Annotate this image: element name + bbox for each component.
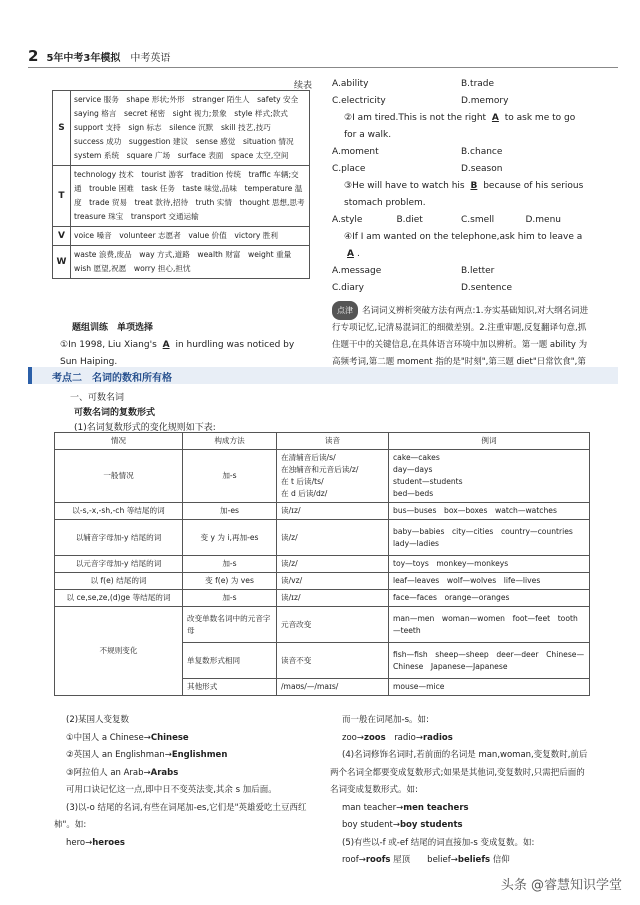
text-line: 可用口诀记忆这一点,即中日不变英法变,其余 s 加后面。 <box>66 785 277 795</box>
method-cell: 变 f(e) 为 ves <box>183 573 277 590</box>
text-fragment: ①中国人 a Chinese→ <box>66 732 151 743</box>
text-fragment: radios <box>422 732 453 743</box>
letter-cell: T <box>53 166 71 227</box>
sound-cell: /maʊs/—/maɪs/ <box>277 679 389 696</box>
table-header-row <box>55 433 590 450</box>
question-text: ①In 1998, Liu Xiang's <box>60 340 160 350</box>
method-cell: 改变单数名词中的元音字母 <box>183 607 277 643</box>
sound-cell: 元音改变 <box>277 607 389 643</box>
section-subheading: 可数名词的复数形式 <box>74 408 156 418</box>
answer: A <box>347 249 354 259</box>
question-1 <box>52 337 310 371</box>
question-3 <box>332 178 590 212</box>
example-cell: man—men woman—women foot—feet tooth—teeth <box>389 607 590 643</box>
question-2 <box>332 110 590 144</box>
case-cell: 不规则变化 <box>55 607 183 696</box>
text-line <box>54 730 316 748</box>
table-row <box>55 556 590 573</box>
option: D.season <box>461 164 503 174</box>
text-fragment: beliefs <box>457 855 491 865</box>
example-line: cake—cakes <box>393 453 440 462</box>
example-line: bed—beds <box>393 489 434 498</box>
key-point-title: 考点二 名词的数和所有格 <box>52 373 172 384</box>
letter-cell: W <box>53 246 71 279</box>
options-q3 <box>332 212 590 229</box>
text-line <box>54 747 316 765</box>
text-line <box>330 800 592 818</box>
exercise-heading: 题组训练 单项选择 <box>72 323 154 333</box>
table-row <box>53 91 310 166</box>
option: D.memory <box>461 96 509 106</box>
case-cell: 以元音字母加-y 结尾的词 <box>55 556 183 573</box>
question-text: in hurdling was noticed by Sun Haiping. <box>60 340 295 367</box>
page-header <box>28 48 618 64</box>
continued-label: 续表 <box>293 81 312 91</box>
sound-cell: 读/ɪz/ <box>277 503 389 520</box>
text-fragment: Chinese <box>150 732 189 743</box>
text-fragment: ③阿拉伯人 an Arab→ <box>66 767 151 778</box>
example-cell: bus—buses box—boxes watch—watches <box>389 503 590 520</box>
text-line: (5)有些以-f 或-ef 结尾的词直接加-s 变成复数。如: <box>342 837 535 848</box>
exercise-left <box>52 320 310 371</box>
option: A.message <box>332 266 382 276</box>
sound-line: 在浊辅音和元音后读/z/ <box>281 465 359 474</box>
vocab-cell: waste 浪费,废品 way 方式,道路 wealth 财富 weight 重量 wish 愿望,祝愿 worry 担心,担忧 <box>71 246 310 279</box>
method-cell: 其他形式 <box>183 679 277 696</box>
case-cell: 以辅音字母加-y 结尾的词 <box>55 520 183 556</box>
table-row <box>55 607 590 643</box>
option: A.moment <box>332 147 379 157</box>
text-fragment: radio→ <box>385 732 423 743</box>
method-cell: 加-s <box>183 450 277 503</box>
example-cell: face—faces orange—oranges <box>389 590 590 607</box>
exercise-right <box>332 76 590 388</box>
text-line <box>330 817 592 835</box>
text-line <box>54 765 316 783</box>
case-cell: 以 ce,se,ze,(d)ge 等结尾的词 <box>55 590 183 607</box>
answer: B <box>470 181 478 191</box>
tip-text: 名词词义辨析突破方法有两点:1.夯实基础知识,对大纲名词进行专项记忆,记清易混词汇的细微差别。2.注重审题,反复翻译句意,抓住题干中的关键信息,在具体语言环境中加以辨析。第一题 ability 为高频考词,第二题 moment 指的是"时刻",第三题 diet"日常饮食",第 <box>332 306 589 367</box>
text-fragment: 信仰 <box>490 855 510 865</box>
option: D.sentence <box>461 283 512 293</box>
method-cell: 加-s <box>183 590 277 607</box>
answer: A <box>162 340 170 350</box>
options-q1 <box>332 76 590 110</box>
table-row <box>55 503 590 520</box>
text-fragment: man teacher→ <box>342 802 404 813</box>
example-line: student—students <box>393 477 463 486</box>
question-4 <box>332 229 590 263</box>
bottom-right-column <box>330 712 592 870</box>
letter-cell: S <box>53 91 71 166</box>
sound-line: 在 t 后读/ts/ <box>281 477 324 486</box>
letter-cell: V <box>53 227 71 246</box>
section-note: (1)名词复数形式的变化规则如下表: <box>74 423 216 433</box>
section-heading: 一、可数名词 <box>70 393 125 403</box>
method-cell: 变 y 为 i,再加-es <box>183 520 277 556</box>
sound-cell: 读/vz/ <box>277 573 389 590</box>
text-line <box>330 852 592 870</box>
page-number: 2 <box>28 47 39 65</box>
text-fragment: heroes <box>92 837 125 848</box>
text-fragment: roof→ <box>342 855 366 865</box>
option: A.style <box>332 215 363 225</box>
case-cell: 一般情况 <box>55 450 183 503</box>
case-cell: 以 f(e) 结尾的词 <box>55 573 183 590</box>
option: B.diet <box>396 215 423 225</box>
text-line: (2)某国人变复数 <box>66 715 130 725</box>
plural-rules-table <box>54 432 590 696</box>
option: D.menu <box>525 215 562 225</box>
text-fragment: zoos <box>364 732 386 743</box>
tip-badge: 点津 <box>332 301 358 320</box>
example-cell: leaf—leaves wolf—wolves life—lives <box>389 573 590 590</box>
table-row <box>55 450 590 503</box>
table-row <box>55 573 590 590</box>
option: B.chance <box>461 147 503 157</box>
sound-line: 在 d 后读/dz/ <box>281 489 328 498</box>
method-cell: 加-s <box>183 556 277 573</box>
sound-cell <box>277 450 389 503</box>
text-line: (4)名词修饰名词时,若前面的名词是 man,woman,变复数时,前后两个名词全都要变成复数形式;如果是其他词,变复数时,只需把后面的名词变成复数形式。如: <box>330 750 588 795</box>
answer: A <box>491 113 499 123</box>
table-row <box>55 590 590 607</box>
example-cell: toy—toys monkey—monkeys <box>389 556 590 573</box>
case-cell: 以-s,-x,-sh,-ch 等结尾的词 <box>55 503 183 520</box>
col-header: 构成方法 <box>183 433 277 450</box>
vocab-cell: service 服务 shape 形状;外形 stranger 陌生人 safety 安全 saying 格言 secret 秘密 sight 视力;景象 style 样式;款式 support 支持 sign 标志 silence 沉默 skill 技艺,技巧 success 成功 suggestion 建议 sense 感觉 situation 情况 system 系统 square 广场 surface 表面 space 太空,空间 <box>71 91 310 166</box>
question-text: ③He will have to watch his <box>344 181 468 191</box>
option: C.smell <box>461 215 495 225</box>
sound-line: 在清辅音后读/s/ <box>281 453 336 462</box>
question-text: because of his serious stomach problem. <box>344 181 584 208</box>
example-cell: baby—babies city—cities country—countries lady—ladies <box>389 520 590 556</box>
series-title: 5年中考3年模拟 <box>46 52 121 64</box>
question-text: to ask me to go for a walk. <box>344 113 576 140</box>
text-fragment: zoo→ <box>342 732 364 743</box>
table-row <box>53 227 310 246</box>
subject-title: 中考英语 <box>130 52 171 64</box>
question-text: ④If I am wanted on the telephone,ask him to leave a <box>344 232 583 242</box>
option: C.diary <box>332 283 364 293</box>
text-fragment: boy student→ <box>342 820 400 830</box>
header-divider <box>28 67 618 68</box>
table-row <box>55 520 590 556</box>
example-cell: fish—fish sheep—sheep deer—deer Chinese—Chinese Japanese—Japanese <box>389 643 590 679</box>
sound-cell: 读/ɪz/ <box>277 590 389 607</box>
sound-cell: 读/z/ <box>277 556 389 573</box>
text-fragment: roofs <box>365 855 391 865</box>
text-fragment: ②英国人 an Englishman→ <box>66 750 172 760</box>
example-cell: mouse—mice <box>389 679 590 696</box>
col-header: 情况 <box>55 433 183 450</box>
vocab-cell: voice 嗓音 volunteer 志愿者 value 价值 victory 胜利 <box>71 227 310 246</box>
question-text: ②I am tired.This is not the right <box>344 113 489 123</box>
bottom-left-column <box>54 712 316 852</box>
vocab-table <box>52 90 313 279</box>
text-line: 而一般在词尾加-s。如: <box>342 715 429 725</box>
text-fragment: Englishmen <box>171 750 228 760</box>
text-fragment: hero→ <box>66 837 93 848</box>
text-fragment: 屋顶 belief→ <box>390 855 458 865</box>
method-cell: 单复数形式相同 <box>183 643 277 679</box>
question-text: . <box>356 249 360 259</box>
option: B.trade <box>461 79 495 89</box>
text-line <box>54 835 316 853</box>
col-header: 例词 <box>389 433 590 450</box>
option: C.place <box>332 164 366 174</box>
table-row <box>53 246 310 279</box>
options-q2 <box>332 144 590 178</box>
option: B.letter <box>461 266 495 276</box>
text-line: (3)以-o 结尾的名词,有些在词尾加-es,它们是"英雄爱吃土豆西红柿"。如: <box>54 802 307 830</box>
option: C.electricity <box>332 96 386 106</box>
option: A.ability <box>332 79 369 89</box>
text-line <box>330 730 592 748</box>
sound-cell: 读/z/ <box>277 520 389 556</box>
col-header: 读音 <box>277 433 389 450</box>
options-q4 <box>332 263 590 297</box>
text-fragment: boy students <box>399 820 463 830</box>
text-fragment: men teachers <box>403 802 469 813</box>
example-cell <box>389 450 590 503</box>
table-row <box>53 166 310 227</box>
text-fragment: Arabs <box>150 767 179 778</box>
method-cell: 加-es <box>183 503 277 520</box>
watermark: 头条 @睿慧知识学堂 <box>500 878 622 893</box>
vocab-cell: technology 技术 tourist 游客 tradition 传统 traffic 车辆;交通 trouble 困难 task 任务 taste 味觉,品味 temperature 温度 trade 贸易 treat 款待,招待 truth 实情 thought 思想,思考 treasure 珠宝 transport 交通运输 <box>71 166 310 227</box>
sound-cell: 读音不变 <box>277 643 389 679</box>
example-line: day—days <box>393 465 433 474</box>
